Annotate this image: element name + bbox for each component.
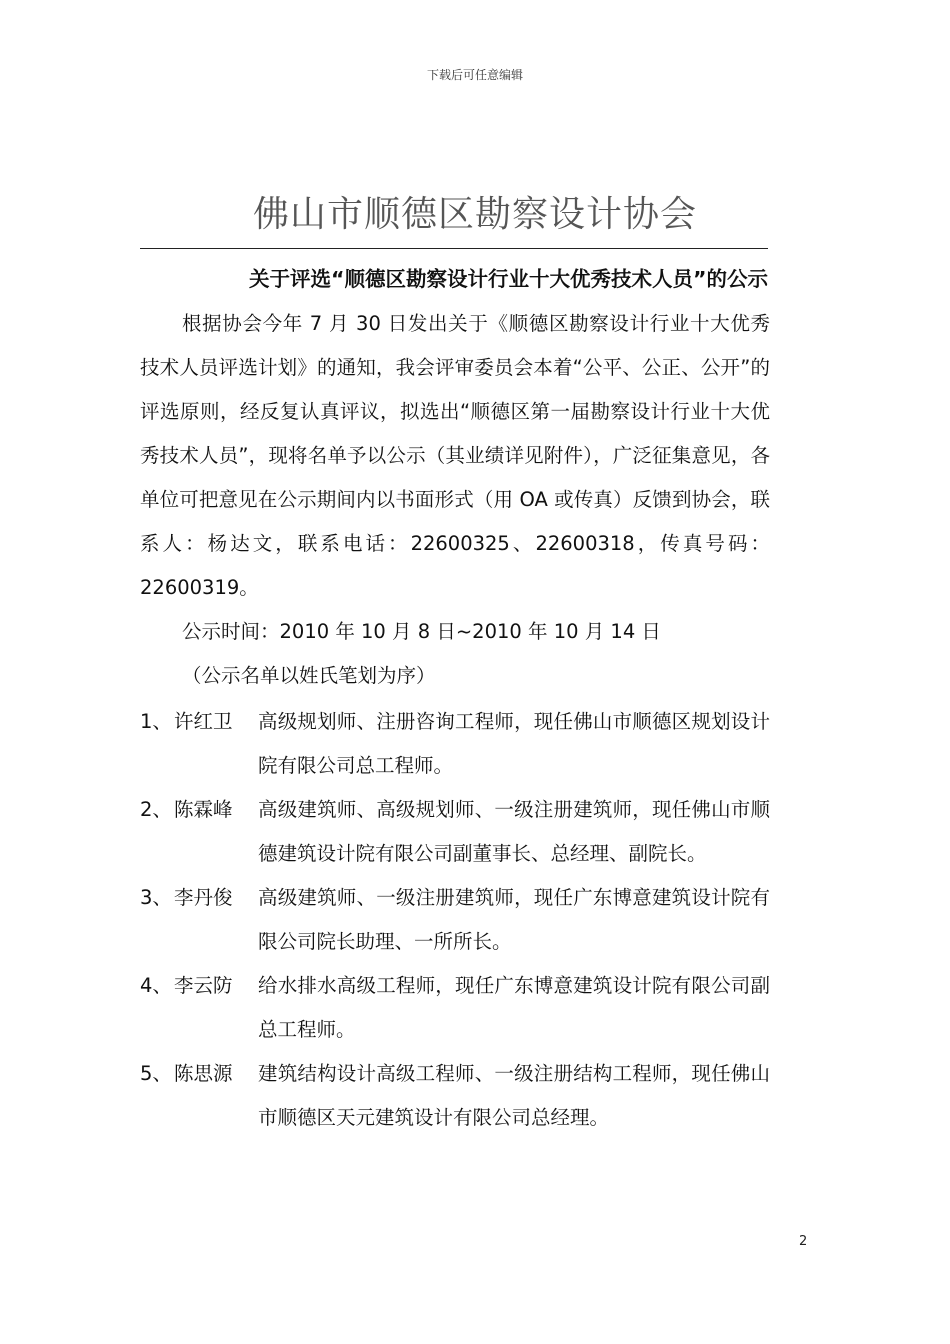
order-block [140, 654, 770, 698]
candidate-description: 高级建筑师、一级注册建筑师，现任广东博意建筑设计院有限公司院长助理、一所所长。 [258, 886, 770, 953]
candidate-item [140, 1052, 770, 1140]
candidate-description: 建筑结构设计高级工程师、一级注册结构工程师，现任佛山市顺德区天元建筑设计有限公司总经理。 [258, 1062, 770, 1129]
candidate-number: 1、 [140, 710, 172, 733]
candidate-list [140, 700, 770, 1140]
candidate-item [140, 700, 770, 788]
candidate-name: 陈霖峰 [174, 798, 233, 821]
candidate-item [140, 788, 770, 876]
candidate-item [140, 876, 770, 964]
body-paragraph: 根据协会今年 7 月 30 日发出关于《顺德区勘察设计行业十大优秀技术人员评选计划》的通知，我会评审委员会本着“公平、公正、公开”的评选原则，经反复认真评议，拟选出“顺德区第一届勘察设计行业十大优秀技术人员”，现将名单予以公示（其业绩详见附件），广泛征集意见，各单位可把意见在公示期间内以书面形式（用 OA 或传真）反馈到协会，联系人：杨达文，联系电话：22600325、22600318，传真号码：22600319。 [140, 312, 770, 599]
candidate-number: 5、 [140, 1062, 172, 1085]
candidate-description: 高级建筑师、高级规划师、一级注册建筑师，现任佛山市顺德建筑设计院有限公司副董事长、总经理、副院长。 [258, 798, 770, 865]
candidate-number: 3、 [140, 886, 172, 909]
candidate-name: 李丹俊 [174, 886, 233, 909]
candidate-description: 给水排水高级工程师，现任广东博意建筑设计院有限公司副总工程师。 [258, 974, 770, 1041]
candidate-description: 高级规划师、注册咨询工程师，现任佛山市顺德区规划设计院有限公司总工程师。 [258, 710, 770, 777]
candidate-number: 2、 [140, 798, 172, 821]
candidate-number: 4、 [140, 974, 172, 997]
candidate-name: 李云防 [174, 974, 233, 997]
period-block [140, 610, 770, 654]
candidate-item [140, 964, 770, 1052]
candidate-name: 陈思源 [174, 1062, 233, 1085]
candidate-name: 许红卫 [174, 710, 233, 733]
notice-body [140, 302, 770, 610]
title-divider [140, 248, 768, 249]
publicity-period: 公示时间：2010 年 10 月 8 日~2010 年 10 月 14 日 [182, 620, 661, 643]
organization-title: 佛山市顺德区勘察设计协会 [252, 194, 697, 235]
header-note: 下载后可任意编辑 [426, 68, 523, 82]
order-note: （公示名单以姓氏笔划为序） [182, 664, 436, 687]
page-number: 2 [799, 1234, 808, 1249]
notice-title: 关于评选“顺德区勘察设计行业十大优秀技术人员”的公示 [249, 267, 768, 291]
